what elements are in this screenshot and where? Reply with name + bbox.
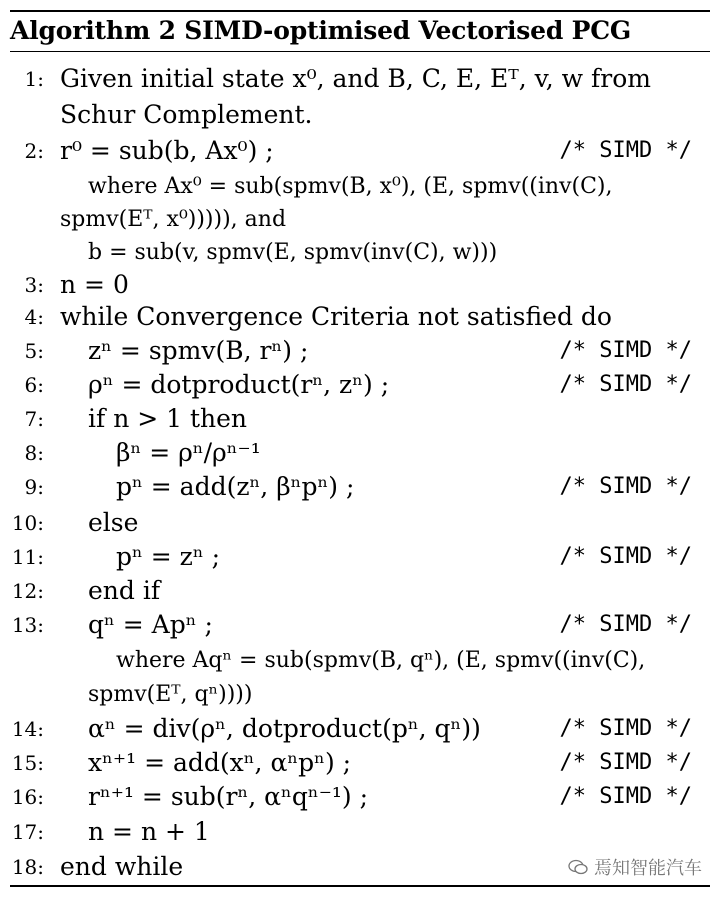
- top-rule: [10, 10, 710, 12]
- simd-comment: /* SIMD */: [559, 138, 692, 163]
- simd-comment: /* SIMD */: [559, 544, 692, 569]
- algorithm-line: [0, 368, 720, 402]
- line-text: else: [88, 508, 139, 537]
- line-text: spmv(Eᵀ, x⁰))))), and: [60, 207, 287, 232]
- line-number: 18:: [11, 855, 44, 879]
- line-number: 7:: [24, 407, 44, 431]
- line-number: 10:: [11, 511, 44, 535]
- line-number: 16:: [11, 785, 44, 809]
- line-text: where Aqⁿ = sub(spmv(B, qⁿ), (E, spmv((inv(C),: [116, 648, 646, 673]
- watermark: [568, 854, 702, 880]
- line-text: end while: [60, 852, 184, 881]
- watermark-text: 焉知智能汽车: [594, 858, 702, 879]
- line-number: 1:: [24, 67, 44, 91]
- line-text: n = n + 1: [88, 817, 210, 846]
- line-number: 14:: [11, 717, 44, 741]
- line-number: 17:: [11, 820, 44, 844]
- line-text: where Ax⁰ = sub(spmv(B, x⁰), (E, spmv((inv(C),: [88, 174, 613, 199]
- algorithm-line: [0, 134, 720, 168]
- line-text: n = 0: [60, 270, 129, 299]
- algorithm-line: [0, 815, 720, 849]
- algorithm-line: [0, 712, 720, 746]
- simd-comment: /* SIMD */: [559, 750, 692, 775]
- algorithm-line: [0, 170, 720, 204]
- algorithm-line: [0, 780, 720, 814]
- algorithm-line: [0, 98, 720, 132]
- line-text: spmv(Eᵀ, qⁿ)))): [88, 682, 253, 707]
- algorithm-line: [0, 644, 720, 678]
- line-number: 8:: [24, 441, 44, 465]
- line-number: 6:: [24, 373, 44, 397]
- line-number: 13:: [11, 613, 44, 637]
- line-number: 3:: [24, 273, 44, 297]
- algorithm-line: [0, 746, 720, 780]
- simd-comment: /* SIMD */: [559, 338, 692, 363]
- algorithm-line: [0, 470, 720, 504]
- line-text: b = sub(v, spmv(E, spmv(inv(C), w))): [88, 240, 498, 265]
- bottom-rule: [10, 885, 710, 887]
- line-text: xⁿ⁺¹ = add(xⁿ, αⁿpⁿ) ;: [88, 748, 352, 777]
- line-text: while Convergence Criteria not satisfied do: [60, 302, 612, 331]
- algorithm-line: [0, 540, 720, 574]
- algorithm-line: [0, 300, 720, 334]
- title-rule: [10, 51, 710, 52]
- line-text: Given initial state x⁰, and B, C, E, Eᵀ, v, w from: [60, 64, 651, 93]
- line-text: Schur Complement.: [60, 100, 313, 129]
- algorithm-line: [0, 608, 720, 642]
- line-number: 11:: [11, 545, 44, 569]
- line-text: rⁿ⁺¹ = sub(rⁿ, αⁿqⁿ⁻¹) ;: [88, 782, 369, 811]
- algorithm-line: [0, 436, 720, 470]
- simd-comment: /* SIMD */: [559, 784, 692, 809]
- simd-comment: /* SIMD */: [559, 372, 692, 397]
- algorithm-line: [0, 62, 720, 96]
- line-number: 15:: [11, 751, 44, 775]
- algorithm-line: [0, 402, 720, 436]
- line-number: 4:: [24, 305, 44, 329]
- algorithm-title: Algorithm 2 SIMD-optimised Vectorised PCG: [10, 16, 632, 45]
- line-text: pⁿ = add(zⁿ, βⁿpⁿ) ;: [116, 472, 355, 501]
- algorithm-line: [0, 574, 720, 608]
- line-text: qⁿ = Apⁿ ;: [88, 610, 213, 639]
- line-text: zⁿ = spmv(B, rⁿ) ;: [88, 336, 309, 365]
- line-text: ρⁿ = dotproduct(rⁿ, zⁿ) ;: [88, 370, 390, 399]
- line-number: 2:: [24, 139, 44, 163]
- algorithm-line: [0, 506, 720, 540]
- line-text: if n > 1 then: [88, 404, 248, 433]
- simd-comment: /* SIMD */: [559, 716, 692, 741]
- line-text: end if: [88, 576, 161, 605]
- algorithm-line: [0, 268, 720, 302]
- wechat-icon: [568, 859, 588, 875]
- line-text: pⁿ = zⁿ ;: [116, 542, 221, 571]
- line-text: βⁿ = ρⁿ/ρⁿ⁻¹: [116, 438, 261, 467]
- line-text: αⁿ = div(ρⁿ, dotproduct(pⁿ, qⁿ)): [88, 714, 481, 743]
- algorithm-line: [0, 203, 720, 237]
- simd-comment: /* SIMD */: [559, 612, 692, 637]
- algorithm-line: [0, 236, 720, 270]
- line-number: 9:: [24, 475, 44, 499]
- simd-comment: /* SIMD */: [559, 474, 692, 499]
- algorithm-line: [0, 678, 720, 712]
- algorithm-line: [0, 334, 720, 368]
- line-number: 5:: [24, 339, 44, 363]
- line-number: 12:: [11, 579, 44, 603]
- line-text: r⁰ = sub(b, Ax⁰) ;: [60, 136, 274, 165]
